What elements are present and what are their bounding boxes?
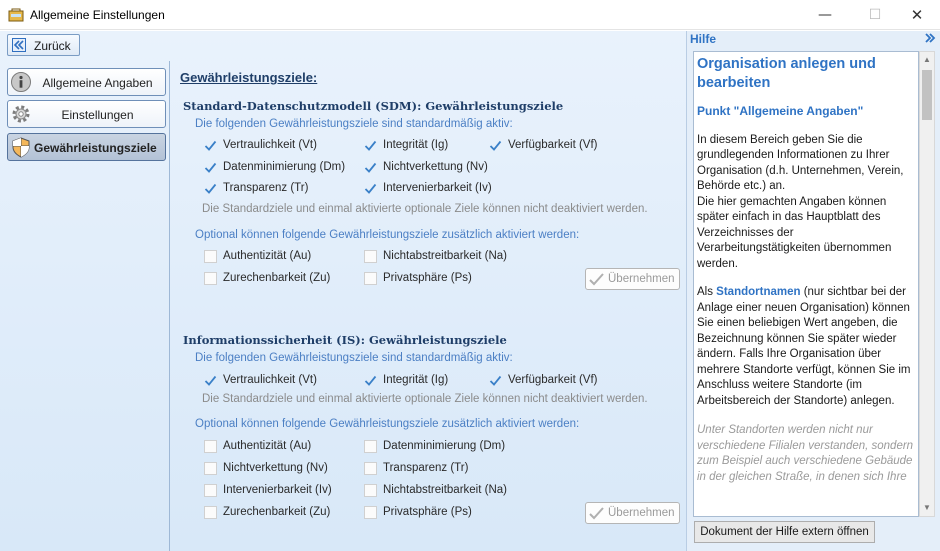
help-text: (nur sichtbar bei der Anlage einer neuen Organisation) können Sie einen beliebigen Wert angeben, die Bezeichnung können Sie später wieder ändern. Falls Ihre Organisation über mehrere Standorte verfügt, können Sie im Anschluss weitere Standorte (im Arbeitsbereich der Standorte) anlegen.: [697, 286, 911, 407]
is-apply-button[interactable]: [585, 502, 680, 524]
app-icon: [8, 7, 24, 22]
check-icon: [364, 374, 377, 387]
checkbox-label: Datenminimierung (Dm): [223, 161, 346, 173]
is-optional-note: Optional können folgende Gewährleistungsziele zusätzlich aktiviert werden:: [195, 418, 580, 430]
help-link-standortnamen[interactable]: Standortnamen: [716, 286, 801, 298]
scroll-up-icon[interactable]: ▲: [923, 55, 931, 64]
check-icon: [204, 374, 217, 387]
settings-nav: [0, 61, 170, 551]
help-subtitle: Punkt "Allgemeine Angaben": [697, 104, 864, 118]
sdm-optional-note: Optional können folgende Gewährleistungsziele zusätzlich aktiviert werden:: [195, 229, 580, 241]
gear-icon: [10, 103, 32, 125]
help-paragraph-italic: Unter Standorten werden nicht nur verschiedene Filialen verstanden, sondern zum Beispiel auch verschiedene Gebäude in der gleichen Straße, in denen sich Ihre: [697, 424, 914, 483]
open-help-external-button[interactable]: Dokument der Hilfe extern öffnen: [694, 521, 875, 543]
nav-item-label: Einstellungen: [61, 108, 134, 122]
help-paragraph: Die hier gemachten Angaben können später einfach in das Hauptblatt des Verzeichnisses der Verarbeitungstätigkeiten übernommen werden.: [697, 195, 892, 270]
apply-button-label: Übernehmen: [608, 507, 675, 519]
double-chevron-left-icon: [12, 38, 26, 52]
nav-item-gewaehrleistungsziele[interactable]: [7, 133, 166, 161]
checkbox-label: Vertraulichkeit (Vt): [223, 374, 317, 386]
checkbox-label: Transparenz (Tr): [383, 462, 469, 474]
checkbox-label: Integrität (Ig): [383, 139, 449, 151]
nav-item-einstellungen[interactable]: [7, 100, 166, 128]
sdm-default-note: Die folgenden Gewährleistungsziele sind standardmäßig aktiv:: [195, 118, 513, 130]
checkbox-label: Transparenz (Tr): [223, 182, 309, 194]
checkbox-label: Verfügbarkeit (Vf): [508, 374, 598, 386]
minimize-button[interactable]: —: [818, 7, 832, 23]
window-title: Allgemeine Einstellungen: [30, 8, 165, 22]
check-icon: [364, 182, 377, 195]
help-paragraph: In diesem Bereich geben Sie die grundlegenden Informationen zu Ihrer Organisation (d.h. Unternehmen, Verein, Behörde etc.) an.: [697, 133, 904, 192]
checkbox-label: Authentizität (Au): [223, 440, 312, 452]
is-lock-note: Die Standardziele und einmal aktivierte optionale Ziele können nicht deaktiviert werden.: [202, 393, 648, 405]
help-panel: [686, 31, 940, 551]
collapse-help-icon[interactable]: [923, 31, 937, 45]
checkbox-label: Authentizität (Au): [223, 250, 312, 262]
back-button[interactable]: [7, 34, 80, 56]
nav-item-label: Allgemeine Angaben: [42, 76, 153, 90]
is-default-note: Die folgenden Gewährleistungsziele sind standardmäßig aktiv:: [195, 352, 513, 364]
nav-item-label: Gewährleistungsziele: [34, 141, 157, 155]
checkbox-label: Nichtverkettung (Nv): [383, 161, 488, 173]
close-button[interactable]: ✕: [910, 6, 924, 24]
checkbox-label: Privatsphäre (Ps): [383, 506, 472, 518]
title-bar: [0, 0, 940, 30]
checkbox-label: Integrität (Ig): [383, 374, 449, 386]
check-icon: [364, 139, 377, 152]
help-title: Organisation anlegen und bearbeiten: [697, 56, 876, 91]
help-text: Als: [697, 286, 717, 298]
info-icon: [10, 71, 32, 93]
checkbox-label: Verfügbarkeit (Vf): [508, 139, 598, 151]
checkbox-label: Nichtverkettung (Nv): [223, 462, 328, 474]
checkbox-label: Zurechenbarkeit (Zu): [223, 272, 331, 284]
checkbox-label: Privatsphäre (Ps): [383, 272, 472, 284]
sdm-heading: Standard-Datenschutzmodell (SDM): Gewährleistungsziele: [183, 99, 564, 113]
check-icon: [204, 161, 217, 174]
check-pencil-icon: [589, 272, 605, 286]
back-button-label: Zurück: [34, 39, 71, 53]
check-icon: [204, 139, 217, 152]
apply-button-label: Übernehmen: [608, 273, 675, 285]
help-header: Hilfe: [690, 32, 717, 46]
nav-item-allgemeine-angaben[interactable]: [7, 68, 166, 96]
check-icon: [364, 161, 377, 174]
check-icon: [204, 182, 217, 195]
checkbox-label: Datenminimierung (Dm): [383, 440, 506, 452]
check-icon: [489, 374, 502, 387]
checkbox-label: Nichtabstreitbarkeit (Na): [383, 250, 507, 262]
scroll-down-icon[interactable]: ▼: [923, 503, 931, 512]
checkbox-label: Intervenierbarkeit (Iv): [223, 484, 332, 496]
is-heading: Informationssicherheit (IS): Gewährleistungsziele: [183, 333, 507, 347]
help-content: [693, 51, 919, 517]
scroll-thumb[interactable]: [922, 70, 932, 120]
goals-content: [171, 61, 686, 551]
maximize-button[interactable]: ☐: [868, 7, 882, 23]
help-scrollbar[interactable]: [919, 51, 935, 517]
section-title: Gewährleistungsziele:: [180, 70, 318, 85]
shield-icon: [10, 136, 32, 158]
checkbox-label: Vertraulichkeit (Vt): [223, 139, 317, 151]
checkbox-label: Intervenierbarkeit (Iv): [383, 182, 492, 194]
checkbox-label: Nichtabstreitbarkeit (Na): [383, 484, 507, 496]
check-pencil-icon: [589, 506, 605, 520]
sdm-apply-button[interactable]: [585, 268, 680, 290]
help-paragraph: [697, 285, 917, 409]
sdm-lock-note: Die Standardziele und einmal aktivierte optionale Ziele können nicht deaktiviert werden.: [202, 203, 648, 215]
check-icon: [489, 139, 502, 152]
checkbox-label: Zurechenbarkeit (Zu): [223, 506, 331, 518]
